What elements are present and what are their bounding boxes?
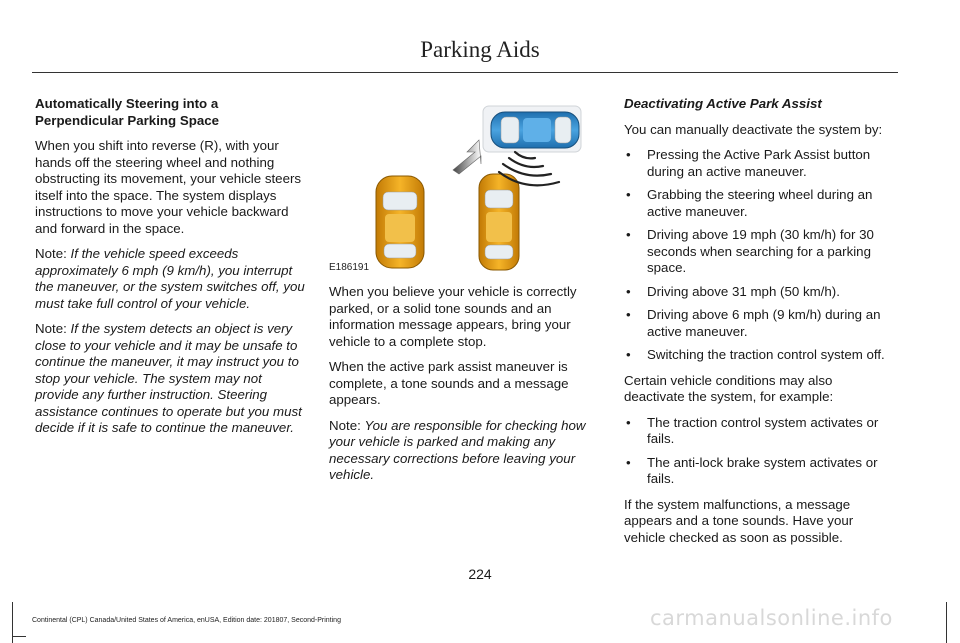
crop-mark-right bbox=[946, 602, 947, 643]
list-item: • Pressing the Active Park Assist button during an active maneuver. bbox=[626, 147, 871, 179]
section-heading-deactivating: Deactivating Active Park Assist bbox=[624, 96, 822, 111]
column-3 bbox=[624, 96, 896, 555]
section-heading-perpendicular: Automatically Steering into a Perpendicular Parking Space bbox=[35, 96, 220, 128]
column-1 bbox=[35, 96, 305, 446]
parked-car-left bbox=[376, 176, 424, 268]
note-responsibility bbox=[329, 418, 601, 484]
list-item: • Driving above 19 mph (30 km/h) for 30 seconds when searching for a parking space. bbox=[626, 227, 874, 275]
paragraph-intro: You can manually deactivate the system by: bbox=[624, 121, 883, 137]
note-text: If the vehicle speed exceeds approximately 6 mph (9 km/h), you interrupt the maneuver, or the system switches off, you must take full control of your vehicle. bbox=[35, 246, 305, 311]
list-item: • The traction control system activates or fails. bbox=[626, 414, 879, 446]
paragraph-maneuver-complete: When the active park assist maneuver is complete, a tone sounds and a message appears. bbox=[329, 359, 569, 407]
column-2 bbox=[329, 284, 601, 493]
note-label: Note: bbox=[329, 417, 361, 433]
note-label: Note: bbox=[35, 321, 67, 336]
active-car bbox=[483, 106, 581, 152]
list-item: • Grabbing the steering wheel during an active maneuver. bbox=[626, 187, 873, 219]
note-object bbox=[35, 321, 305, 437]
list-item: • Driving above 31 mph (50 km/h). bbox=[626, 283, 840, 299]
paragraph-conditions: Certain vehicle conditions may also deactivate the system, for example: bbox=[624, 372, 834, 404]
parking-illustration bbox=[329, 104, 601, 276]
footer-edition: Continental (CPL) Canada/United States of America, enUSA, Edition date: 201807, Second-Printing bbox=[32, 617, 341, 624]
page-number: 224 bbox=[468, 566, 492, 582]
list-item: • The anti-lock brake system activates or fails. bbox=[626, 454, 878, 486]
deactivation-list bbox=[624, 147, 896, 364]
crop-mark-left-bottom bbox=[12, 636, 26, 637]
paragraph-correctly-parked: When you believe your vehicle is correctly parked, or a solid tone sounds and an information message appears, bring your vehicle to a complete stop. bbox=[329, 284, 577, 349]
parked-car-right bbox=[479, 174, 519, 270]
conditions-list bbox=[624, 415, 896, 488]
page-title: Parking Aids bbox=[420, 37, 540, 62]
list-item: • Driving above 6 mph (9 km/h) during an active maneuver. bbox=[626, 307, 881, 339]
watermark: carmanualsonline.info bbox=[650, 606, 893, 630]
figure-label: E186191 bbox=[329, 262, 370, 273]
list-item: • Switching the traction control system off. bbox=[626, 347, 885, 362]
paragraph-reverse: When you shift into reverse (R), with your hands off the steering wheel and nothing obstructing its movement, your vehicle steers itself into the space. The system displays instructions to move your vehicle backward and forward in the space. bbox=[35, 138, 302, 236]
direction-arrow-icon bbox=[453, 140, 481, 174]
header-divider bbox=[32, 72, 898, 73]
note-label: Note: bbox=[35, 246, 67, 261]
note-text: If the system detects an object is very close to your vehicle and it may be unsafe to continue the maneuver, it may instruct you to stop your vehicle. The system may not provide any further instruction. Steering assistance continues to operate but you must decide if it is safe to continue the maneuver. bbox=[35, 321, 302, 435]
paragraph-malfunction: If the system malfunctions, a message appears and a tone sounds. Have your vehicle checked as soon as possible. bbox=[624, 496, 854, 545]
note-text: You are responsible for checking how your vehicle is parked and making any necessary corrections before leaving your vehicle. bbox=[329, 417, 586, 482]
note-speed bbox=[35, 246, 305, 312]
